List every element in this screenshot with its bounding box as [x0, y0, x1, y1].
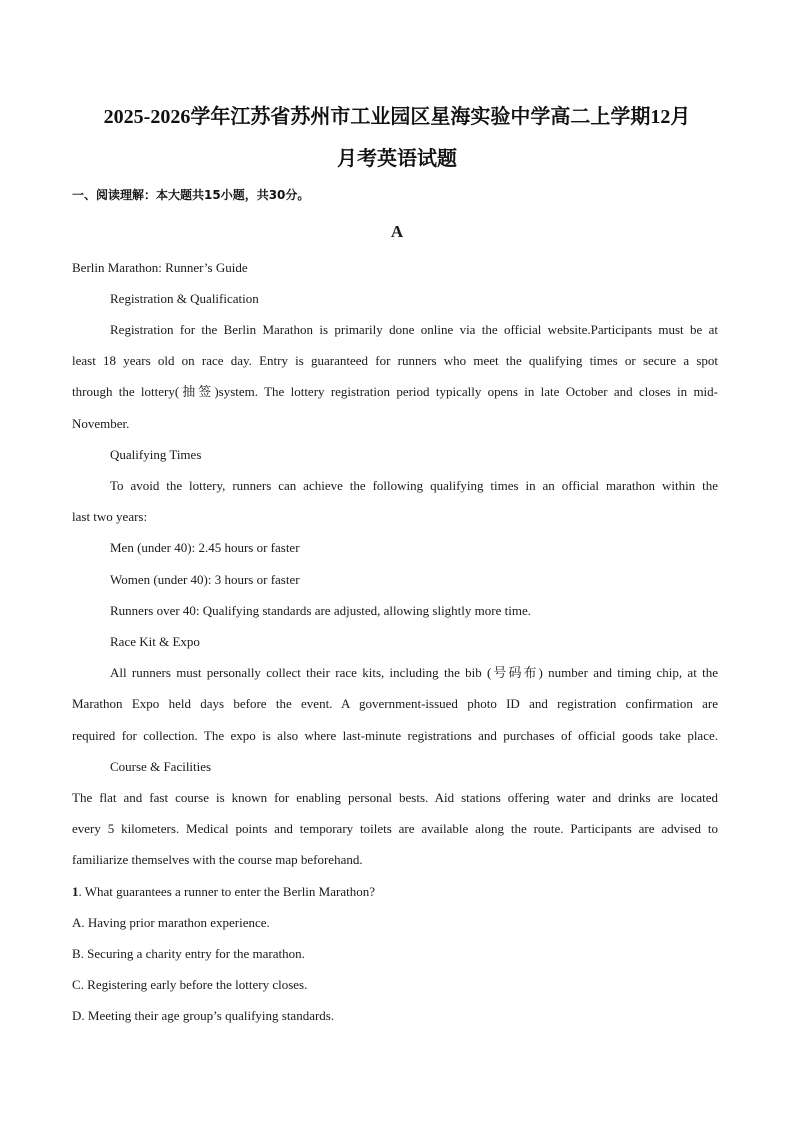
registration-heading: Registration & Qualification	[110, 291, 259, 306]
qualifying-line-2: last two years:	[72, 509, 148, 524]
section-heading: 一、阅读理解：本大题共15小题，共30分。	[72, 188, 310, 202]
question-text: . What guarantees a runner to enter the Berlin Marathon?	[78, 884, 375, 899]
question-1-option-a: A. Having prior marathon experience.	[72, 915, 270, 930]
registration-line-2: least 18 years old on race day. Entry is guaranteed for runners who meet the qualifying times or secure a spot	[72, 353, 718, 368]
registration-line-4: November.	[72, 416, 130, 431]
passage-heading: Berlin Marathon: Runner’s Guide	[72, 260, 248, 275]
exam-title-line-1: 2025-2026学年江苏省苏州市工业园区星海实验中学高二上学期12月	[103, 106, 691, 128]
course-heading: Course & Facilities	[110, 759, 212, 774]
part-label: A	[390, 222, 404, 241]
qualifying-line-1: To avoid the lottery, runners can achieve the following qualifying times in an official marathon within the	[110, 478, 718, 493]
question-1-option-b: B. Securing a charity entry for the marathon.	[72, 946, 305, 961]
registration-line-1: Registration for the Berlin Marathon is primarily done online via the official website.Participants must be at	[110, 322, 718, 337]
exam-title-line-2: 月考英语试题	[337, 148, 457, 170]
qualifying-heading: Qualifying Times	[110, 447, 202, 462]
question-number: 1	[72, 884, 79, 899]
over40-time: Runners over 40: Qualifying standards are adjusted, allowing slightly more time.	[110, 603, 531, 618]
kit-line-3: required for collection. The expo is also where last-minute registrations and purchases of official goods take place.	[72, 728, 718, 743]
course-line-3: familiarize themselves with the course map beforehand.	[72, 852, 363, 867]
question-1-option-c: C. Registering early before the lottery closes.	[72, 977, 308, 992]
question-1-stem	[72, 884, 375, 900]
women-time: Women (under 40): 3 hours or faster	[110, 572, 300, 587]
kit-line-2: Marathon Expo held days before the event. A government-issued photo ID and registration confirmation are	[72, 696, 718, 711]
kit-heading: Race Kit & Expo	[110, 634, 200, 649]
question-1-option-d: D. Meeting their age group’s qualifying standards.	[72, 1008, 335, 1023]
kit-line-1: All runners must personally collect their race kits, including the bib (号码布) number and timing chip, at the	[110, 665, 718, 680]
course-line-1: The flat and fast course is known for enabling personal bests. Aid stations offering water and drinks are located	[72, 790, 718, 805]
registration-line-3: through the lottery(抽签)system. The lottery registration period typically opens in late October and closes in mid-	[72, 384, 718, 399]
men-time: Men (under 40): 2.45 hours or faster	[110, 540, 300, 555]
course-line-2: every 5 kilometers. Medical points and temporary toilets are available along the route. Participants are advised to	[72, 821, 718, 836]
